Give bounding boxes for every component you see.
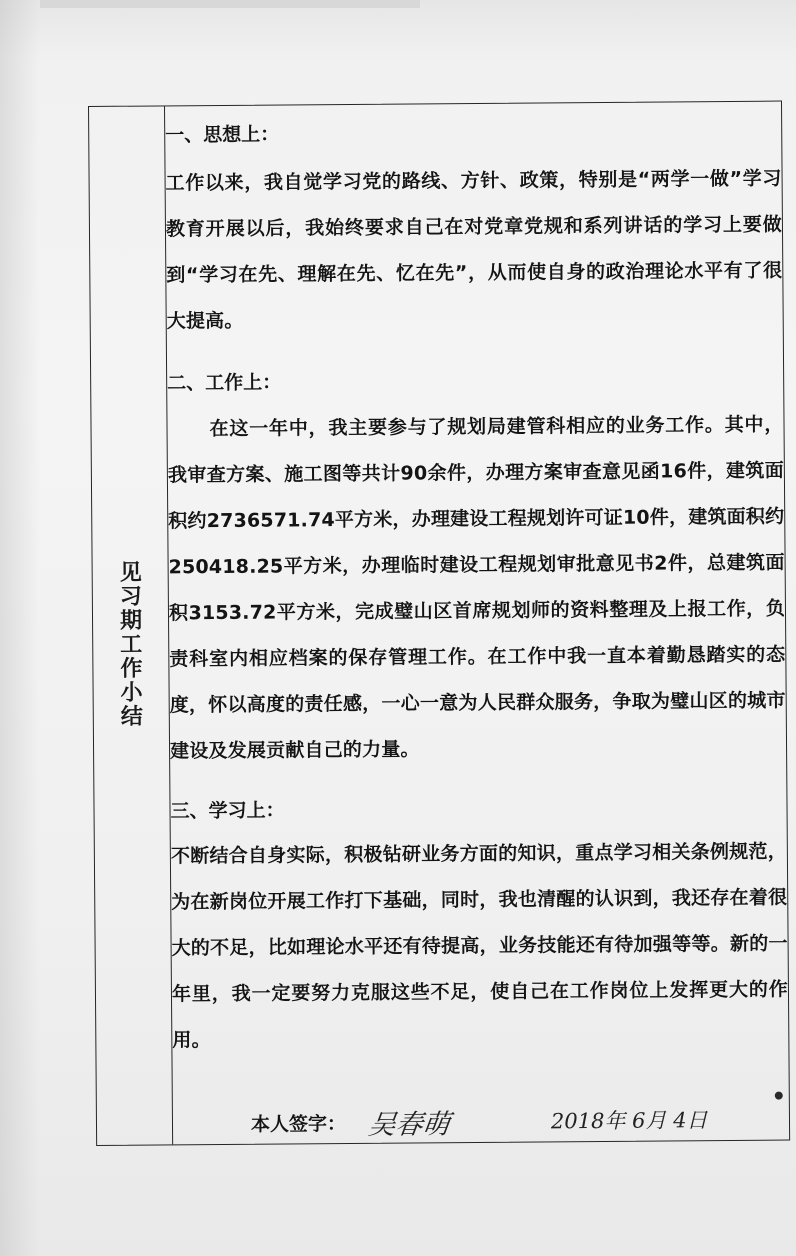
- section-heading-work: 二、工作上：: [167, 371, 282, 395]
- form-row-label: 见习期工作小结: [119, 560, 143, 730]
- ink-dot: [775, 1092, 783, 1100]
- signature-row: [173, 1100, 791, 1145]
- section-heading-study: 三、学习上：: [170, 799, 285, 823]
- page-top-scrap: [40, 0, 420, 8]
- handwritten-signature: 吴春萌: [366, 1109, 452, 1141]
- section-body-ideology: 工作以来，我自觉学习党的路线、方针、政策，特别是“两学一做”学习教育开展以后，我始终要求自己在对党章党规和系列讲话的学习上要做到“学习在先、理解在先、忆在先”，从而使自身的政治理论水平有了很大提高。: [165, 167, 783, 333]
- section-body-work: 在这一年中，我主要参与了规划局建管科相应的业务工作。其中，我审查方案、施工图等共计90余件，办理方案审查意见函16件，建筑面积约2736571.74平方米，办理建设工程规划许可证10件，建筑面积约250418.25平方米，办理临时建设工程规划审批意见书2件，总建筑面积3153.72平方米，完成璧山区首席规划师的资料整理及上报工作，负责科室内相应档案的保存管理工作。在工作中我一直本着勤恳踏实的态度，怀以高度的责任感，一心一意为人民群众服务，争取为璧山区的城市建设及发展贡献自己的力量。: [167, 413, 786, 763]
- summary-form-table: [88, 101, 790, 1146]
- content-column: [165, 102, 791, 1145]
- signature-label: 本人签字：: [250, 1113, 347, 1136]
- section-heading-ideology: 一、思想上：: [165, 123, 280, 147]
- section-body-study: 不断结合自身实际，积极钻研业务方面的知识，重点学习相关条例规范，为在新岗位开展工作打下基础，同时，我也清醒的认识到，我还存在着很大的不足，比如理论水平还有待提高，业务技能还有待加强等等。新的一年里，我一定要努力克服这些不足，使自己在工作岗位上发挥更大的作用。: [170, 840, 789, 1052]
- signature-date: 2018年 6月 4日: [550, 1108, 708, 1134]
- label-column: [89, 106, 173, 1145]
- page-edge-shadow: [0, 0, 40, 1256]
